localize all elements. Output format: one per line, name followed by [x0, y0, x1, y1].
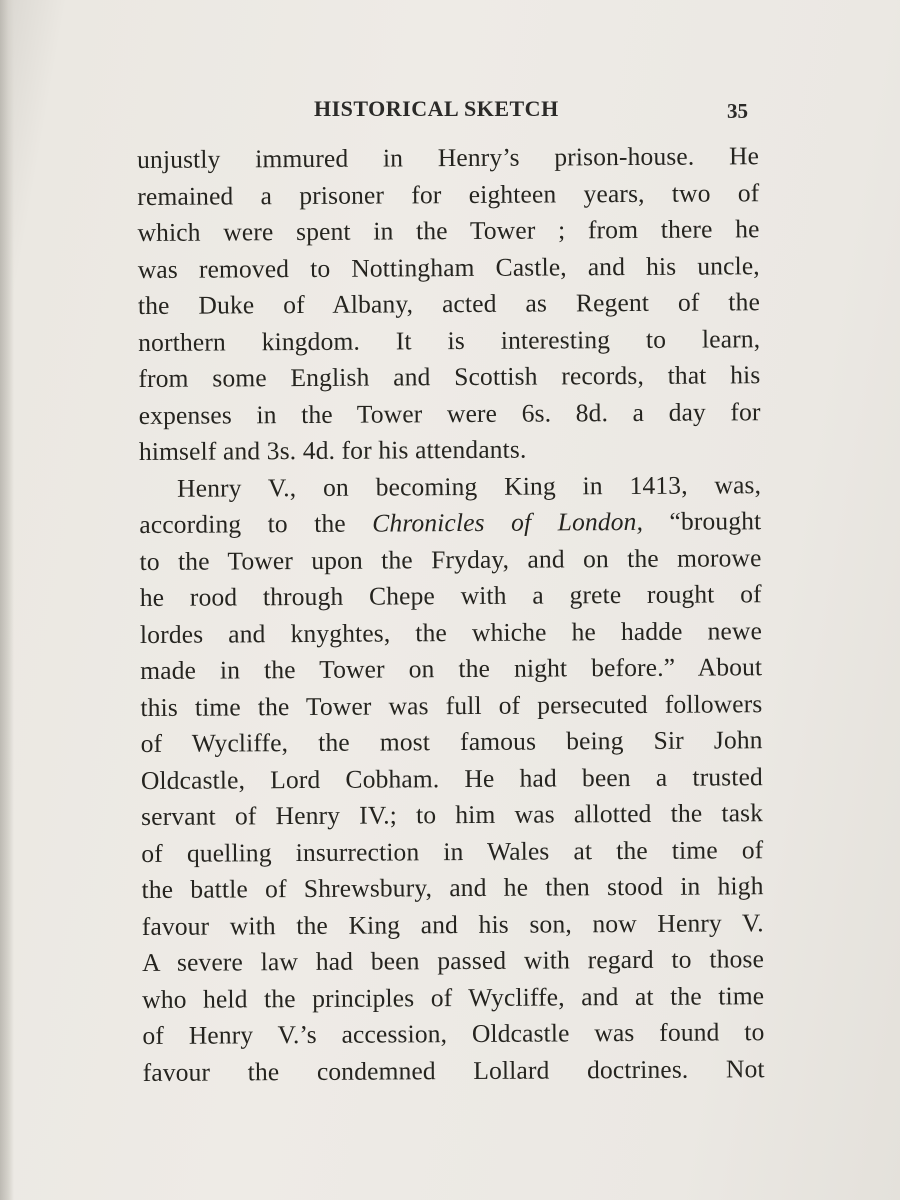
text-line: to the Tower upon the Fryday, and on the morowe: [139, 542, 762, 576]
text-line: northern kingdom. It is interesting to learn,: [138, 323, 761, 357]
italic-title: Chronicles of London,: [372, 506, 644, 538]
text-line: unjustly immured in Henry’s prison-house. He: [137, 141, 760, 174]
body-text: [137, 138, 765, 1091]
text-line: which were spent in the Tower ; from there he: [137, 214, 760, 247]
text-line: favour the condemned Lollard doctrines. Not: [142, 1053, 765, 1087]
text-line: was removed to Nottingham Castle, and his uncle,: [137, 250, 760, 284]
text-run: “brought: [642, 506, 762, 536]
text-line: of quelling insurrection in Wales at the time of: [141, 834, 764, 868]
text-line: he rood through Chepe with a grete rought of: [139, 579, 762, 612]
text-line: of Henry V.’s accession, Oldcastle was found to: [142, 1017, 765, 1050]
text-line: lordes and knyghtes, the whiche he hadde newe: [139, 615, 763, 649]
text-line-with-italic: [139, 503, 761, 543]
text-line: of Wycliffe, the most famous being Sir John: [140, 725, 763, 758]
text-line: the Duke of Albany, acted as Regent of the: [137, 287, 761, 320]
text-line: made in the Tower on the night before.” About: [140, 652, 763, 685]
page-number: 35: [727, 99, 748, 123]
text-line: favour with the King and his son, now Henry V.: [141, 907, 764, 941]
running-head: HISTORICAL SKETCH: [314, 96, 559, 121]
page-gutter-edge: [0, 0, 14, 1200]
text-line: from some English and Scottish records, that his: [138, 360, 761, 393]
text-line: servant of Henry IV.; to him was allotted the task: [141, 798, 764, 831]
text-line: who held the principles of Wycliffe, and at the time: [142, 980, 765, 1014]
text-line: A severe law had been passed with regard to those: [141, 944, 765, 977]
text-line: expenses in the Tower were 6s. 8d. a day for: [138, 396, 761, 430]
text-run: according to the: [139, 508, 373, 539]
paragraph-end-line: himself and 3s. 4d. for his attendants.: [138, 434, 527, 466]
text-line: this time the Tower was full of persecuted followers: [140, 688, 763, 722]
text-line: remained a prisoner for eighteen years, two of: [137, 177, 760, 211]
text-line: Oldcastle, Lord Cobham. He had been a trusted: [140, 761, 763, 795]
paragraph-start-line: Henry V., on becoming King in 1413, was,: [177, 469, 762, 503]
text-line: the battle of Shrewsbury, and he then stood in high: [141, 871, 764, 904]
